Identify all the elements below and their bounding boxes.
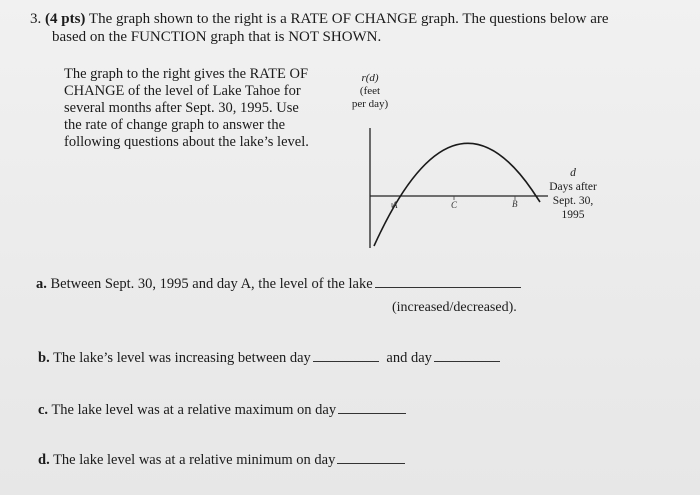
- y-axis-function: r(d): [361, 72, 379, 84]
- answer-blank-b2[interactable]: [434, 360, 500, 362]
- question-b: [38, 350, 500, 367]
- question-points: (4 pts): [45, 11, 86, 27]
- intro-line: several months after Sept. 30, 1995. Use: [64, 100, 299, 116]
- rate-curve: [374, 143, 540, 246]
- question-a-text: Between Sept. 30, 1995 and day A, the level of the lake: [50, 276, 373, 292]
- point-label-c: C: [451, 200, 458, 210]
- answer-blank-d[interactable]: [337, 462, 405, 464]
- question-d-text: The lake level was at a relative minimum on day: [53, 452, 336, 468]
- question-b-letter: b.: [38, 350, 50, 366]
- question-d: [38, 452, 405, 469]
- point-label-b: B: [512, 199, 518, 209]
- question-line2: based on the FUNCTION graph that is NOT SHOWN.: [52, 29, 382, 45]
- question-a-hint: (increased/decreased).: [392, 300, 517, 315]
- y-axis-unit-line2: per day): [351, 98, 389, 110]
- question-c-text: The lake level was at a relative maximum on day: [51, 402, 337, 418]
- answer-blank-b1[interactable]: [313, 360, 379, 362]
- intro-paragraph: [64, 66, 334, 151]
- question-c: [38, 402, 406, 419]
- x-axis-line2: Sept. 30,: [552, 195, 594, 207]
- intro-line: The graph to the right gives the RATE OF: [64, 66, 309, 82]
- point-label-a: A: [392, 200, 398, 210]
- question-line1: The graph shown to the right is a RATE OF CHANGE graph. The questions below are: [88, 11, 609, 27]
- x-axis-variable: d: [570, 167, 576, 179]
- rate-of-change-graph: [340, 70, 560, 260]
- answer-blank-a[interactable]: [375, 286, 521, 288]
- answer-blank-c[interactable]: [338, 412, 406, 414]
- question-number: 3.: [30, 11, 42, 27]
- question-b-middle: and day: [386, 350, 432, 366]
- intro-line: following questions about the lake’s level.: [64, 134, 309, 150]
- x-axis-label: [538, 166, 608, 222]
- question-a-letter: a.: [36, 276, 47, 292]
- question-c-letter: c.: [38, 402, 49, 418]
- x-axis-line1: Days after: [549, 181, 597, 193]
- question-a: [36, 276, 521, 293]
- question-b-text: The lake’s level was increasing between day: [53, 350, 311, 366]
- question-header: [30, 10, 670, 46]
- intro-line: CHANGE of the level of Lake Tahoe for: [64, 83, 301, 99]
- question-d-letter: d.: [38, 452, 50, 468]
- y-axis-unit-line1: (feet: [359, 85, 381, 97]
- intro-line: the rate of change graph to answer the: [64, 117, 286, 133]
- x-axis-line3: 1995: [561, 209, 585, 221]
